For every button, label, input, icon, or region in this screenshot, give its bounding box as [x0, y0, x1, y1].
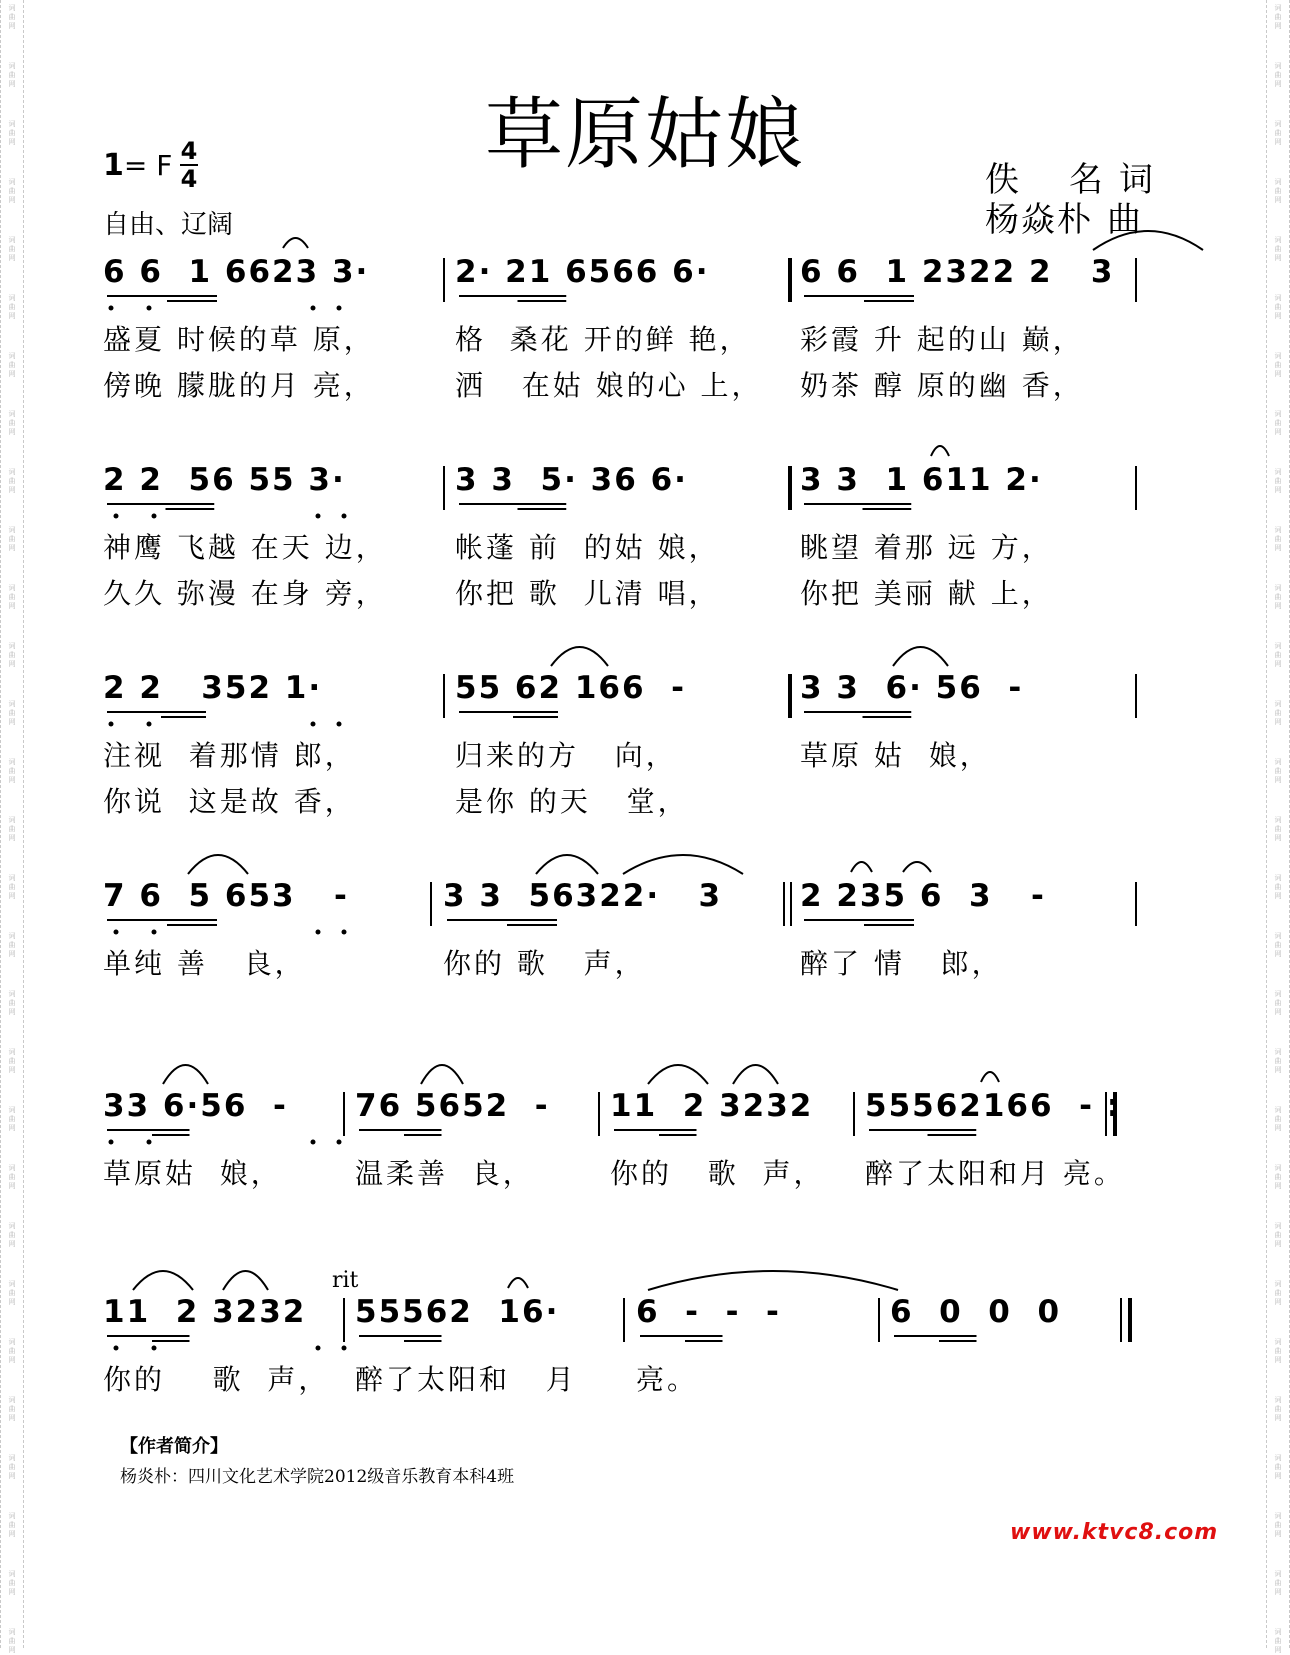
lyric-line-1: 醉了太阳和 月: [355, 1363, 577, 1396]
measure-notes: 2 2 352 1·: [103, 670, 323, 706]
score-line: [103, 666, 1143, 732]
tie-arc: [188, 855, 248, 874]
tie-arc: [893, 647, 948, 666]
side-watermark-text: 词 曲 网: [8, 932, 16, 958]
lyric-line-1: 草原 姑 娘，: [800, 739, 991, 772]
measure-notes: 3 3 56322· 3: [443, 878, 723, 914]
side-watermark-text: 词 曲 网: [1274, 120, 1282, 146]
score-line-markings: [103, 874, 1143, 944]
slur: [283, 238, 308, 248]
side-watermark-text: 词 曲 网: [1274, 758, 1282, 784]
tie-arc: [648, 1065, 708, 1084]
lyric-line-1: 亮。: [636, 1363, 699, 1396]
side-watermark-text: 词 曲 网: [1274, 236, 1282, 262]
side-watermark-text: 词 曲 网: [8, 758, 16, 784]
side-watermark-text: 词 曲 网: [1274, 1106, 1282, 1132]
octave-dot: [311, 1140, 316, 1145]
lyric-line-1: 彩霞 升 起的山 巅，: [800, 323, 1084, 356]
side-watermark-text: 词 曲 网: [8, 4, 16, 30]
slur: [931, 446, 949, 456]
octave-dot: [114, 1346, 119, 1351]
slur: [903, 862, 931, 872]
side-watermark-text: 词 曲 网: [1274, 816, 1282, 842]
score-line-markings: [103, 250, 1143, 320]
octave-dot: [337, 722, 342, 727]
octave-dot: [342, 1346, 347, 1351]
measure-notes: 3 3 6· 56 -: [800, 670, 1024, 706]
measure-notes: 11 2 3232: [103, 1294, 307, 1330]
author-bio-heading: 【作者简介】: [120, 1436, 228, 1457]
measure-notes: 7 6 5 653 -: [103, 878, 349, 914]
composer-role: 曲: [1107, 200, 1143, 240]
side-watermark-text: 词 曲 网: [1274, 1222, 1282, 1248]
side-watermark-text: 词 曲 网: [8, 1106, 16, 1132]
octave-dot: [342, 930, 347, 935]
octave-dot: [337, 306, 342, 311]
left-watermark-strip: [0, 0, 24, 1654]
score-line: [103, 1290, 1143, 1356]
score-line-markings: [103, 458, 1143, 528]
octave-dot: [152, 1346, 157, 1351]
measure-notes: 6 0 0 0: [890, 1294, 1062, 1330]
side-watermark-text: 词 曲 网: [8, 468, 16, 494]
time-signature-bottom: 4: [180, 165, 198, 193]
octave-dot: [311, 722, 316, 727]
lyric-line-1: 眺望 着那 远 方，: [800, 531, 1053, 564]
side-watermark-text: 词 曲 网: [1274, 294, 1282, 320]
side-watermark-text: 词 曲 网: [1274, 1396, 1282, 1422]
side-watermark-text: 词 曲 网: [8, 294, 16, 320]
score-line: [103, 250, 1143, 316]
lyric-line-1: 温柔善 良，: [355, 1157, 534, 1190]
side-watermark-text: 词 曲 网: [8, 1512, 16, 1538]
lyric-line-1: 单纯 善 良，: [103, 947, 306, 980]
side-watermark-text: 词 曲 网: [1274, 352, 1282, 378]
side-watermark-text: 词 曲 网: [1274, 1280, 1282, 1306]
octave-dot: [109, 722, 114, 727]
octave-dot: [337, 1140, 342, 1145]
octave-dot: [109, 306, 114, 311]
side-watermark-text: 词 曲 网: [8, 584, 16, 610]
side-watermark-text: 词 曲 网: [8, 62, 16, 88]
side-watermark-text: 词 曲 网: [1274, 178, 1282, 204]
lyric-line-2: 奶茶 醇 原的幽 香，: [800, 369, 1084, 402]
side-watermark-text: 词 曲 网: [8, 700, 16, 726]
measure-notes: 3 3 5· 36 6·: [455, 462, 688, 498]
side-watermark-text: 词 曲 网: [8, 1628, 16, 1654]
octave-dot: [109, 1140, 114, 1145]
lyricist-role: 词: [1119, 160, 1155, 200]
score-line: [103, 1084, 1143, 1150]
side-watermark-text: 词 曲 网: [1274, 1628, 1282, 1654]
side-watermark-text: 词 曲 网: [8, 1164, 16, 1190]
side-watermark-text: 词 曲 网: [1274, 1512, 1282, 1538]
measure-notes: 2 235 6 3 -: [800, 878, 1046, 914]
key-note: = F: [123, 149, 173, 182]
score-line-markings: [103, 1084, 1143, 1154]
score-line: [103, 458, 1143, 524]
side-watermark-text: 词 曲 网: [8, 642, 16, 668]
lyricist-name-second: 名: [1069, 160, 1105, 200]
side-watermark-text: 词 曲 网: [8, 874, 16, 900]
measure-notes: 55562166 - :: [865, 1088, 1122, 1124]
octave-dot: [114, 930, 119, 935]
tie-arc: [223, 1271, 268, 1290]
lyric-line-2: 你说 这是故 香，: [103, 785, 356, 818]
right-watermark-strip: [1266, 0, 1290, 1654]
tie-arc: [536, 855, 598, 874]
side-watermark-text: 词 曲 网: [1274, 526, 1282, 552]
measure-notes: 33 6·56 -: [103, 1088, 288, 1124]
site-watermark-logo: www.ktvc8.com: [1010, 1520, 1219, 1545]
measure-notes: 3 3 1 611 2·: [800, 462, 1043, 498]
lyric-line-2: 是你 的天 堂，: [455, 785, 689, 818]
side-watermark-text: 词 曲 网: [1274, 932, 1282, 958]
tie-arc: [648, 1271, 898, 1290]
side-watermark-text: 词 曲 网: [8, 1570, 16, 1596]
side-watermark-text: 词 曲 网: [1274, 874, 1282, 900]
side-watermark-text: 词 曲 网: [1274, 990, 1282, 1016]
side-watermark-text: 词 曲 网: [8, 178, 16, 204]
lyric-line-1: 草原姑 娘，: [103, 1157, 282, 1190]
lyric-line-2: 久久 弥漫 在身 旁，: [103, 577, 387, 610]
key-tonic-number: 1: [103, 148, 124, 183]
composer-name: 杨焱朴: [985, 200, 1093, 240]
lyric-line-1: 你的 歌 声，: [610, 1157, 825, 1190]
side-watermark-text: 词 曲 网: [1274, 62, 1282, 88]
song-title: 草原姑娘: [484, 90, 805, 180]
side-watermark-text: 词 曲 网: [8, 1222, 16, 1248]
tie-arc: [421, 1065, 463, 1084]
lyric-line-1: 帐蓬 前 的姑 娘，: [455, 531, 720, 564]
score-line: [103, 874, 1143, 940]
octave-dot: [147, 722, 152, 727]
lyric-line-1: 格 桑花 开的鲜 艳，: [455, 323, 751, 356]
octave-dot: [147, 306, 152, 311]
measure-notes: 2· 21 6566 6·: [455, 254, 710, 290]
side-watermark-text: 词 曲 网: [1274, 468, 1282, 494]
octave-dot: [342, 514, 347, 519]
side-watermark-text: 词 曲 网: [8, 1280, 16, 1306]
lyric-line-2: 你把 歌 儿清 唱，: [455, 577, 720, 610]
octave-dot: [316, 930, 321, 935]
side-watermark-text: 词 曲 网: [1274, 642, 1282, 668]
side-watermark-text: 词 曲 网: [1274, 410, 1282, 436]
measure-notes: 76 5652 -: [355, 1088, 550, 1124]
side-watermark-text: 词 曲 网: [1274, 700, 1282, 726]
lyricist-name-first: 佚: [985, 160, 1021, 200]
measure-notes: 6 - - -: [636, 1294, 781, 1330]
measure-notes: 55562 16·: [355, 1294, 560, 1330]
time-signature: [180, 138, 198, 192]
side-watermark-text: 词 曲 网: [1274, 4, 1282, 30]
octave-dot: [147, 1140, 152, 1145]
lyric-line-1: 神鹰 飞越 在天 边，: [103, 531, 387, 564]
slur: [981, 1072, 999, 1082]
lyric-line-2: 傍晚 朦胧的月 亮，: [103, 369, 375, 402]
lyric-line-1: 你的 歌 声，: [443, 947, 646, 980]
tie-arc: [551, 647, 608, 666]
score-line-markings: [103, 1290, 1143, 1360]
octave-dot: [311, 306, 316, 311]
side-watermark-text: 词 曲 网: [1274, 584, 1282, 610]
measure-notes: 55 62 166 -: [455, 670, 687, 706]
lyric-line-1: 醉了太阳和月 亮。: [865, 1157, 1125, 1190]
lyric-line-2: 洒 在姑 娘的心 上，: [455, 369, 763, 402]
lyric-line-1: 注视 着那情 郎，: [103, 739, 356, 772]
lyric-line-1: 醉了 情 郎，: [800, 947, 1003, 980]
side-watermark-text: 词 曲 网: [1274, 1048, 1282, 1074]
tie-arc: [623, 855, 743, 874]
side-watermark-text: 词 曲 网: [8, 410, 16, 436]
side-watermark-text: 词 曲 网: [8, 1338, 16, 1364]
side-watermark-text: 词 曲 网: [8, 526, 16, 552]
slur: [851, 862, 872, 872]
ritardando-marking: rit: [332, 1268, 359, 1293]
measure-notes: 6 6 1 6623 3·: [103, 254, 370, 290]
composer-credit: [985, 192, 1143, 241]
side-watermark-text: 词 曲 网: [8, 990, 16, 1016]
side-watermark-text: 词 曲 网: [8, 1048, 16, 1074]
side-watermark-text: 词 曲 网: [8, 1454, 16, 1480]
side-watermark-text: 词 曲 网: [1274, 1454, 1282, 1480]
tie-arc: [163, 1065, 208, 1084]
octave-dot: [114, 514, 119, 519]
measure-notes: 2 2 56 55 3·: [103, 462, 346, 498]
lyric-line-1: 你的 歌 声，: [103, 1363, 330, 1396]
side-watermark-text: 词 曲 网: [8, 352, 16, 378]
measure-notes: 11 2 3232: [610, 1088, 814, 1124]
score-line-markings: [103, 666, 1143, 736]
side-watermark-text: 词 曲 网: [1274, 1570, 1282, 1596]
time-signature-top: 4: [180, 137, 198, 165]
tie-arc: [133, 1271, 193, 1290]
tie-arc: [733, 1065, 778, 1084]
lyric-line-1: 归来的方 向，: [455, 739, 677, 772]
side-watermark-text: 词 曲 网: [8, 120, 16, 146]
octave-dot: [316, 514, 321, 519]
author-bio-text: 杨炎朴：四川文化艺术学院2012级音乐教育本科4班: [120, 1467, 515, 1487]
tempo-marking: 自由、辽阔: [103, 210, 234, 240]
octave-dot: [152, 930, 157, 935]
octave-dot: [316, 1346, 321, 1351]
measure-notes: 6 6 1 2322 2 3: [800, 254, 1115, 290]
side-watermark-text: 词 曲 网: [8, 816, 16, 842]
side-watermark-text: 词 曲 网: [8, 1396, 16, 1422]
lyric-line-2: 你把 美丽 献 上，: [800, 577, 1053, 610]
side-watermark-text: 词 曲 网: [8, 236, 16, 262]
octave-dot: [152, 514, 157, 519]
side-watermark-text: 词 曲 网: [1274, 1338, 1282, 1364]
lyric-line-1: 盛夏 时候的草 原，: [103, 323, 375, 356]
slur: [508, 1278, 528, 1288]
key-signature: [103, 148, 172, 183]
side-watermark-text: 词 曲 网: [1274, 1164, 1282, 1190]
